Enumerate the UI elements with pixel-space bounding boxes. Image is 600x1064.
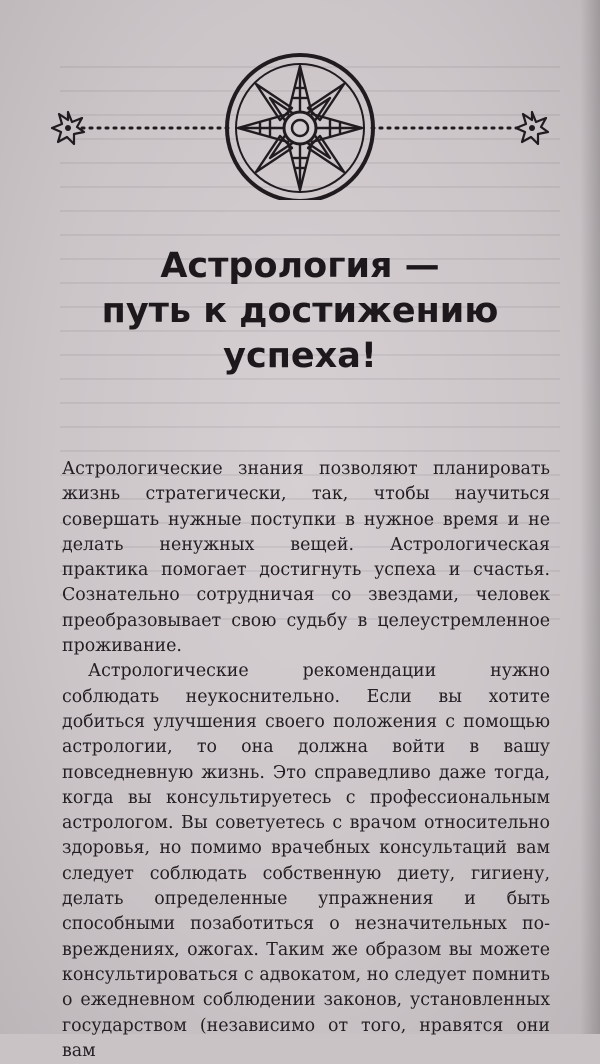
heading-line-1: Астрология — xyxy=(160,246,440,286)
header-ornament xyxy=(40,50,560,200)
chapter-heading xyxy=(0,244,600,379)
paragraph-1: Астрологические знания позволяют планировать жизнь стратегически, так, чтобы научиться совершать нужные поступки в нужное время и не делать ненужных вещей. Астрологическая практика помогает достигнуть успеха и счастья. Сознательно сотрудничая со звездами, человек преобразовывает свою судьбу в целеустремленное проживание. xyxy=(62,459,550,657)
body-text xyxy=(62,457,550,1064)
heading-line-3: успеха! xyxy=(223,336,377,376)
eight-point-star-icon xyxy=(516,112,548,144)
eight-point-star-icon xyxy=(52,112,84,144)
compass-rose-icon xyxy=(227,55,373,200)
heading-line-2: путь к достижению xyxy=(101,291,499,331)
page-edge-shadow xyxy=(580,0,600,1034)
paragraph-2: Астрологические рекомендации нужно соблюдать неукоснительно. Если вы хотите добиться улучшения своего положения с помощью астрологии, то она должна войти в вашу повседневную жизнь. Это справедливо даже тогда, когда вы консультируетесь с профессиональным астрологом. Вы советуетесь с врачом относительно здоровья, но помимо врачебных консультаций вам следует соблюдать собственную диету, гигиену, делать определенные упражнения и быть способными позаботиться о незначительных повреждениях, ожогах. Таким же образом вы можете консультироваться с адвокатом, но следует помнить о ежедневном соблюдении законов, установленных государством (независимо от того, нравятся они вам xyxy=(62,661,550,1061)
